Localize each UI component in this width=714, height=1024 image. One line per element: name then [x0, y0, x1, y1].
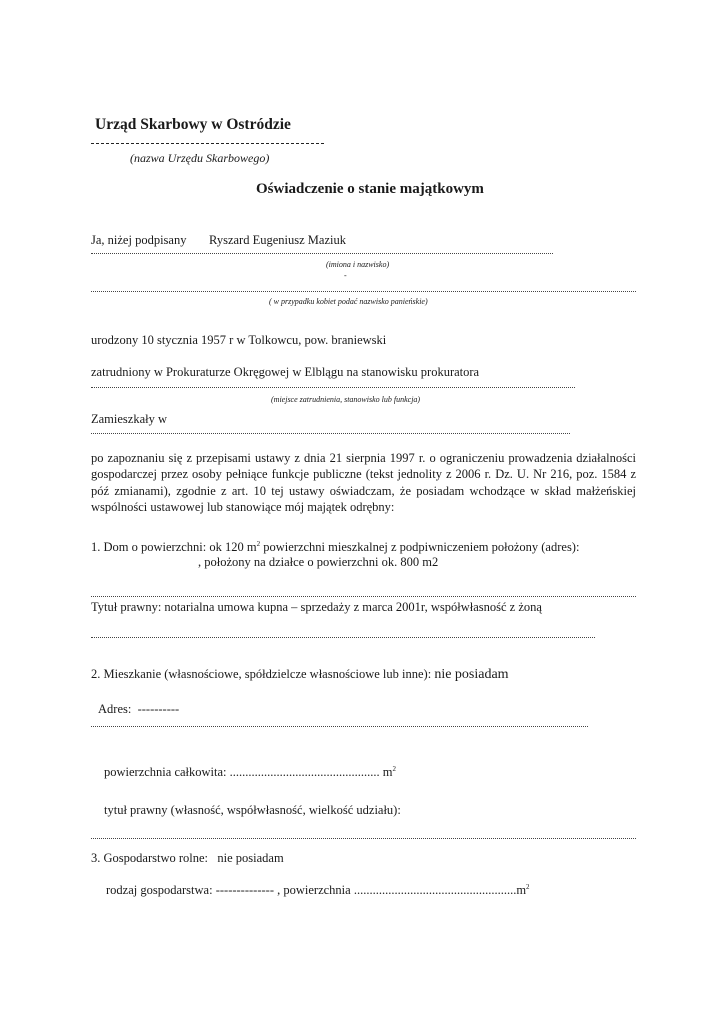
- maiden-dotted-line: [91, 291, 636, 292]
- birth-info: urodzony 10 stycznia 1957 r w Tolkowcu, pow. braniewski: [91, 333, 387, 347]
- apartment-title-dotted-line: [91, 838, 636, 839]
- apartment-area-sup: 2: [392, 765, 397, 773]
- apartment-value: nie posiadam: [434, 667, 509, 682]
- apartment-address-dotted-line: [91, 726, 588, 727]
- farm-area-label: , powierzchnia: [277, 883, 351, 897]
- apartment-address-line: [98, 703, 179, 716]
- apartment-title-label: tytuł prawny (własność, współwłasność, wielkość udziału):: [104, 803, 401, 817]
- apartment-address-value: ----------: [137, 702, 180, 716]
- office-name-underline: [91, 143, 324, 144]
- office-name: Urząd Skarbowy w Ostródzie: [95, 116, 291, 133]
- farm-line: [91, 852, 284, 865]
- farm-kind-line: [106, 884, 530, 897]
- farm-value: nie posiadam: [217, 851, 284, 865]
- declarant-intro: Ja, niżej podpisany: [91, 233, 187, 247]
- apartment-area-unit: m: [382, 765, 393, 779]
- employment-caption: (miejsce zatrudnienia, stanowisko lub funkcja): [271, 395, 421, 404]
- document-title: Oświadczenie o stanie majątkowym: [256, 181, 484, 197]
- farm-kind-value: --------------: [215, 883, 274, 897]
- apartment-area-dots: ................................................: [229, 765, 380, 779]
- house-area-sup: 2: [256, 540, 261, 548]
- house-area-text: 1. Dom o powierzchni: ok 120 m: [91, 540, 257, 554]
- house-area-rest: powierzchni mieszkalnej z podpiwniczeniem położony (adres):: [260, 540, 580, 554]
- apartment-area-line: [104, 766, 396, 779]
- house-title-line: Tytuł prawny: notarialna umowa kupna – sprzedaży z marca 2001r, współwłasność z żoną: [91, 600, 542, 614]
- employment-dotted-line: [91, 387, 575, 388]
- house-area-line: [91, 541, 579, 554]
- house-title-dotted-line: [91, 637, 595, 638]
- dash-mark: -: [344, 271, 347, 280]
- name-dotted-line: [91, 253, 553, 254]
- house-dotted-line: [91, 596, 636, 597]
- apartment-address-label: Adres:: [98, 702, 132, 716]
- office-caption: (nazwa Urzędu Skarbowego): [130, 151, 270, 165]
- farm-area-dots: ....................................................: [353, 883, 517, 897]
- farm-kind-label: rodzaj gospodarstwa:: [106, 883, 213, 897]
- residence-label: Zamieszkały w: [91, 412, 168, 426]
- house-plot-line: , położony na działce o powierzchni ok. 800 m2: [198, 555, 439, 569]
- farm-label: 3. Gospodarstwo rolne:: [91, 851, 208, 865]
- farm-area-sup: 2: [526, 883, 530, 891]
- apartment-line: [91, 668, 509, 682]
- name-caption: (imiona i nazwisko): [326, 260, 390, 269]
- residence-dotted-line: [91, 433, 570, 434]
- apartment-area-label: powierzchnia całkowita:: [104, 765, 227, 779]
- employment-info: zatrudniony w Prokuraturze Okręgowej w Elblągu na stanowisku prokuratora: [91, 365, 480, 379]
- declarant-name: Ryszard Eugeniusz Maziuk: [209, 233, 346, 247]
- farm-area-unit: m: [516, 883, 527, 897]
- apartment-label: 2. Mieszkanie (własnościowe, spółdzielcze własnościowe lub inne):: [91, 667, 432, 681]
- statement-paragraph: po zapoznaniu się z przepisami ustawy z dnia 21 sierpnia 1997 r. o ograniczeniu prowadzenia działalności gospodarczej przez osoby pełniące funkcje publiczne (tekst jednolity z 2006 r. Dz. U. Nr 216, poz. 1584 z póź zmianami), zgodnie z art. 10 tej ustawy oświadczam, że posiadam wchodzące w skład małżeńskiej wspólności ustawowej lub stanowiące mój majątek odrębny:: [91, 451, 636, 514]
- maiden-name-caption: ( w przypadku kobiet podać nazwisko panieńskie): [269, 297, 428, 306]
